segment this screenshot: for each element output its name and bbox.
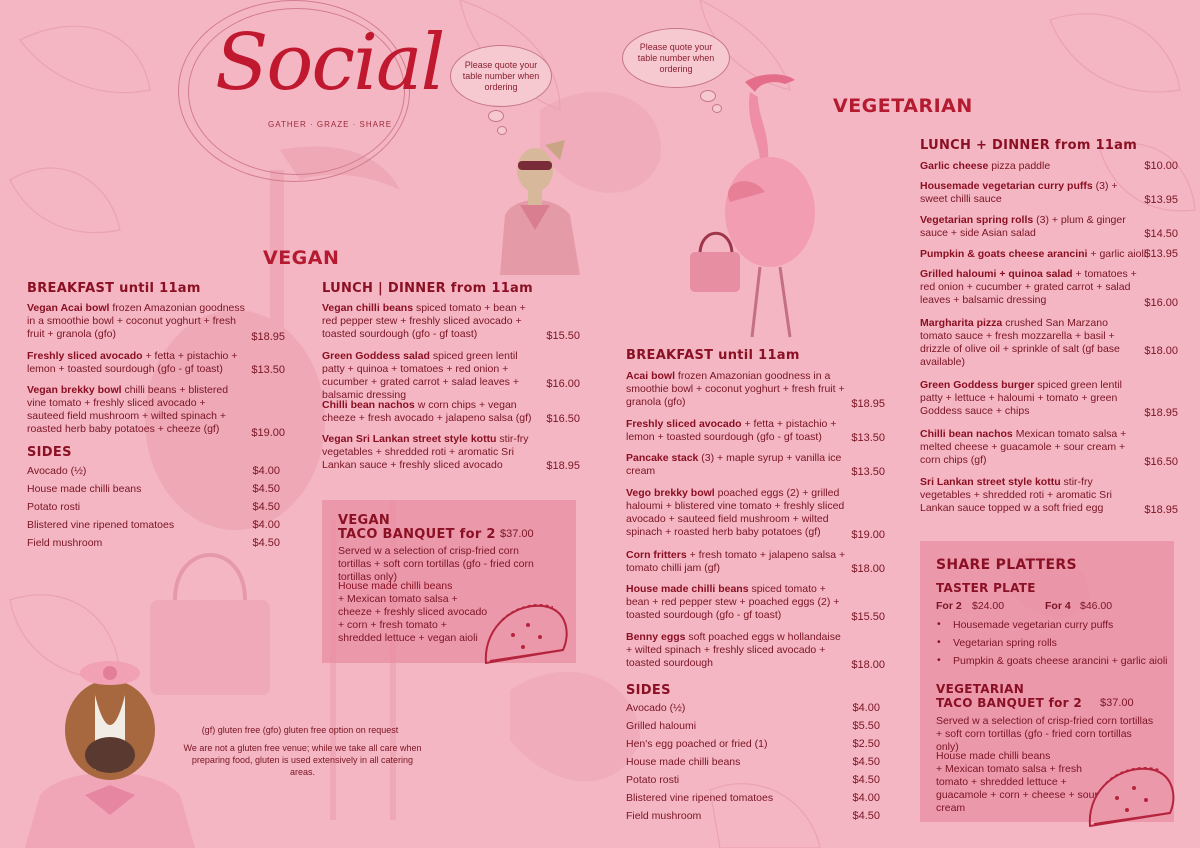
item-price: $16.50 bbox=[1144, 456, 1178, 468]
item-price: $18.00 bbox=[1144, 345, 1178, 357]
for-4-price: $46.00 bbox=[1080, 600, 1113, 612]
side-name: Potato rosti bbox=[626, 774, 680, 786]
side-name: Field mushroom bbox=[27, 537, 103, 549]
vegan-heading: VEGAN bbox=[263, 247, 340, 269]
side-price: $4.50 bbox=[252, 537, 280, 549]
vegetarian-lunch-item: Grilled haloumi + quinoa salad + tomatoes + red onion + cucumber + grated carrot + salad leaves + balsamic dressing bbox=[920, 268, 1137, 306]
vegan-lunch-heading: LUNCH | DINNER from 11am bbox=[322, 281, 533, 296]
gluten-legend: (gf) gluten free (gfo) gluten free option on request bbox=[201, 725, 399, 735]
vegetarian-lunch-item: Sri Lankan street style kottu stir-fry vegetables + shredded roti + aromatic Sri Lankan sauce topped w a soft fried egg bbox=[920, 476, 1113, 514]
veg-taco-desc: Served w a selection of crisp-fried corn tortillas + soft corn tortillas (gfo - fried corn tortillas only) bbox=[936, 715, 1154, 753]
side-price: $4.50 bbox=[852, 774, 880, 786]
item-price: $13.50 bbox=[251, 364, 285, 376]
vegetarian-lunch-item: Chilli bean nachos Mexican tomato salsa + melted cheese + guacamole + sour cream + corn chips (gf) bbox=[920, 428, 1127, 466]
side-price: $4.00 bbox=[852, 792, 880, 804]
item-price: $18.00 bbox=[851, 563, 885, 575]
side-name: House made chilli beans bbox=[626, 756, 741, 768]
vegetarian-breakfast-item: Vego brekky bowl poached eggs (2) + grilled haloumi + blistered vine tomato + freshly sliced avocado + sauteed field mushroom + wilted spinach + roasted herb baby potatoes (gf) bbox=[626, 487, 845, 538]
vegan-breakfast-heading: BREAKFAST until 11am bbox=[27, 281, 201, 296]
side-price: $4.00 bbox=[252, 465, 280, 477]
speech-bubble-left: Please quote your table number when ordering bbox=[450, 45, 552, 107]
vegan-breakfast-item: Freshly sliced avocado + fetta + pistachio + lemon + toasted sourdough (gfo - gf toast) bbox=[27, 350, 238, 375]
vegetarian-lunch-heading: LUNCH + DINNER from 11am bbox=[920, 138, 1138, 153]
speech-bubble-right: Please quote your table number when ordering bbox=[622, 28, 730, 88]
side-price: $4.50 bbox=[852, 756, 880, 768]
boxer-dog-illustration bbox=[25, 655, 195, 848]
vegetarian-lunch-item: Pumpkin & goats cheese arancini + garlic aioli bbox=[920, 248, 1147, 260]
platter-bullet: • Pumpkin & goats cheese arancini + garlic aioli bbox=[953, 655, 1168, 667]
item-price: $16.00 bbox=[546, 378, 580, 390]
vegan-taco-price: $37.00 bbox=[500, 528, 534, 540]
vegan-breakfast-item: Vegan Acai bowl frozen Amazonian goodness in a smoothie bowl + coconut yoghurt + fresh fruit + granola (gfo) bbox=[27, 302, 245, 340]
vegetarian-lunch-item: Green Goddess burger spiced green lentil patty + lettuce + haloumi + tomato + green Goddess sauce + chips bbox=[920, 379, 1122, 417]
item-price: $18.95 bbox=[1144, 407, 1178, 419]
item-price: $18.95 bbox=[546, 460, 580, 472]
veg-taco-price: $37.00 bbox=[1100, 697, 1134, 709]
item-price: $19.00 bbox=[251, 427, 285, 439]
vegetarian-breakfast-item: Pancake stack (3) + maple syrup + vanilla ice cream bbox=[626, 452, 842, 477]
vegan-lunch-item: Chilli bean nachos w corn chips + vegan cheeze + fresh avocado + jalapeno salsa (gf) bbox=[322, 399, 532, 424]
for-4-label: For 4 bbox=[1045, 600, 1071, 612]
side-price: $4.00 bbox=[852, 702, 880, 714]
side-name: Grilled haloumi bbox=[626, 720, 697, 732]
side-name: Blistered vine ripened tomatoes bbox=[27, 519, 175, 531]
vegan-taco-sub: House made chilli beans + Mexican tomato salsa + cheeze + freshly sliced avocado + corn + fresh tomato + shredded lettuce + vegan aioli bbox=[338, 580, 488, 644]
vegetarian-breakfast-item: Acai bowl frozen Amazonian goodness in a smoothie bowl + coconut yoghurt + fresh fruit + granola (gfo) bbox=[626, 370, 845, 408]
side-price: $4.50 bbox=[252, 483, 280, 495]
gluten-disclaimer: We are not a gluten free venue; while we take all care when preparing food, gluten is used extensively in all catering areas. bbox=[183, 743, 422, 777]
side-price: $5.50 bbox=[852, 720, 880, 732]
item-price: $15.50 bbox=[851, 611, 885, 623]
platter-bullet: • Housemade vegetarian curry puffs bbox=[953, 619, 1113, 631]
side-price: $4.00 bbox=[252, 519, 280, 531]
vegetarian-sides-heading: SIDES bbox=[626, 683, 671, 698]
platter-bullet: • Vegetarian spring rolls bbox=[953, 637, 1057, 649]
vegan-sides-heading: SIDES bbox=[27, 445, 72, 460]
bubble-dot bbox=[497, 126, 507, 135]
flamingo-illustration bbox=[690, 62, 820, 347]
item-price: $18.95 bbox=[251, 331, 285, 343]
vegetarian-lunch-item: Housemade vegetarian curry puffs (3) + sweet chilli sauce bbox=[920, 180, 1118, 205]
item-price: $18.00 bbox=[851, 659, 885, 671]
vegetarian-heading: VEGETARIAN bbox=[833, 95, 973, 117]
item-price: $16.50 bbox=[546, 413, 580, 425]
vegetarian-breakfast-item: House made chilli beans spiced tomato + bean + red pepper stew + poached eggs (2) + toasted sourdough (gfo - gf toast) bbox=[626, 583, 840, 621]
greyhound-illustration bbox=[490, 135, 585, 275]
vegetarian-breakfast-heading: BREAKFAST until 11am bbox=[626, 348, 800, 363]
taster-plate-heading: TASTER PLATE bbox=[936, 581, 1036, 595]
veg-taco-title1: VEGETARIAN bbox=[936, 682, 1025, 696]
veg-taco-title2: TACO BANQUET for 2 bbox=[936, 696, 1083, 710]
item-price: $10.00 bbox=[1144, 160, 1178, 172]
vegetarian-breakfast-item: Freshly sliced avocado + fetta + pistachio + lemon + toasted sourdough (gfo - gf toast) bbox=[626, 418, 837, 443]
item-price: $15.50 bbox=[546, 330, 580, 342]
vegetarian-lunch-item: Garlic cheese pizza paddle bbox=[920, 160, 1051, 172]
logo-word: Social bbox=[215, 18, 444, 108]
vegan-lunch-item: Vegan chilli beans spiced tomato + bean + red pepper stew + freshly sliced avocado + toasted sourdough (gfo - gf toast) bbox=[322, 302, 526, 340]
item-price: $13.50 bbox=[851, 432, 885, 444]
item-price: $14.50 bbox=[1144, 228, 1178, 240]
vegan-taco-desc: Served w a selection of crisp-fried corn tortillas + soft corn tortillas (gfo - fried corn tortillas only) bbox=[338, 545, 534, 583]
item-price: $13.95 bbox=[1144, 248, 1178, 260]
side-name: House made chilli beans bbox=[27, 483, 142, 495]
item-price: $19.00 bbox=[851, 529, 885, 541]
side-name: Hen's egg poached or fried (1) bbox=[626, 738, 768, 750]
vegan-taco-title1: VEGAN bbox=[338, 513, 391, 528]
vegan-lunch-item: Green Goddess salad spiced green lentil patty + quinoa + tomatoes + red onion + cucumber + grated carrot + salad leaves + balsamic dressing bbox=[322, 350, 519, 401]
side-price: $2.50 bbox=[852, 738, 880, 750]
side-price: $4.50 bbox=[252, 501, 280, 513]
item-price: $13.95 bbox=[1144, 194, 1178, 206]
vegan-lunch-item: Vegan Sri Lankan street style kottu stir-fry vegetables + shredded roti + aromatic Sri Lankan sauce + freshly sliced avocado bbox=[322, 433, 529, 471]
bubble-dot bbox=[488, 110, 504, 122]
side-price: $4.50 bbox=[852, 810, 880, 822]
taco-icon bbox=[1082, 758, 1182, 833]
vegetarian-lunch-item: Vegetarian spring rolls (3) + plum & ginger sauce + side Asian salad bbox=[920, 214, 1126, 239]
logo-tagline: GATHER · GRAZE · SHARE bbox=[268, 120, 393, 129]
vegetarian-lunch-item: Margharita pizza crushed San Marzano tomato sauce + fresh mozzarella + basil + drizzle of olive oil + sprinkle of salt (gf base available) bbox=[920, 317, 1120, 368]
item-price: $13.50 bbox=[851, 466, 885, 478]
item-price: $16.00 bbox=[1144, 297, 1178, 309]
item-price: $18.95 bbox=[851, 398, 885, 410]
veg-taco-sub: House made chilli beans + Mexican tomato salsa + fresh tomato + shredded lettuce + guacamole + corn + cheese + sour cream bbox=[936, 750, 1098, 814]
side-name: Avocado (½) bbox=[626, 702, 686, 714]
for-2-label: For 2 bbox=[936, 600, 962, 612]
side-name: Field mushroom bbox=[626, 810, 702, 822]
item-price: $18.95 bbox=[1144, 504, 1178, 516]
vegan-breakfast-item: Vegan brekky bowl chilli beans + blistered vine tomato + freshly sliced avocado + sauteed field mushroom + wilted spinach + roasted herb baby potatoes + cheeze (gf) bbox=[27, 384, 229, 435]
vegan-taco-title2: TACO BANQUET for 2 bbox=[338, 527, 496, 542]
taco-icon bbox=[478, 595, 573, 670]
share-platters-heading: SHARE PLATTERS bbox=[936, 557, 1077, 573]
vegetarian-breakfast-item: Benny eggs soft poached eggs w hollandaise + wilted spinach + freshly sliced avocado + toasted sourdough bbox=[626, 631, 841, 669]
for-2-price: $24.00 bbox=[972, 600, 1005, 612]
side-name: Potato rosti bbox=[27, 501, 81, 513]
side-name: Blistered vine ripened tomatoes bbox=[626, 792, 774, 804]
side-name: Avocado (½) bbox=[27, 465, 87, 477]
vegetarian-breakfast-item: Corn fritters + fresh tomato + jalapeno salsa + tomato chilli jam (gf) bbox=[626, 549, 846, 574]
